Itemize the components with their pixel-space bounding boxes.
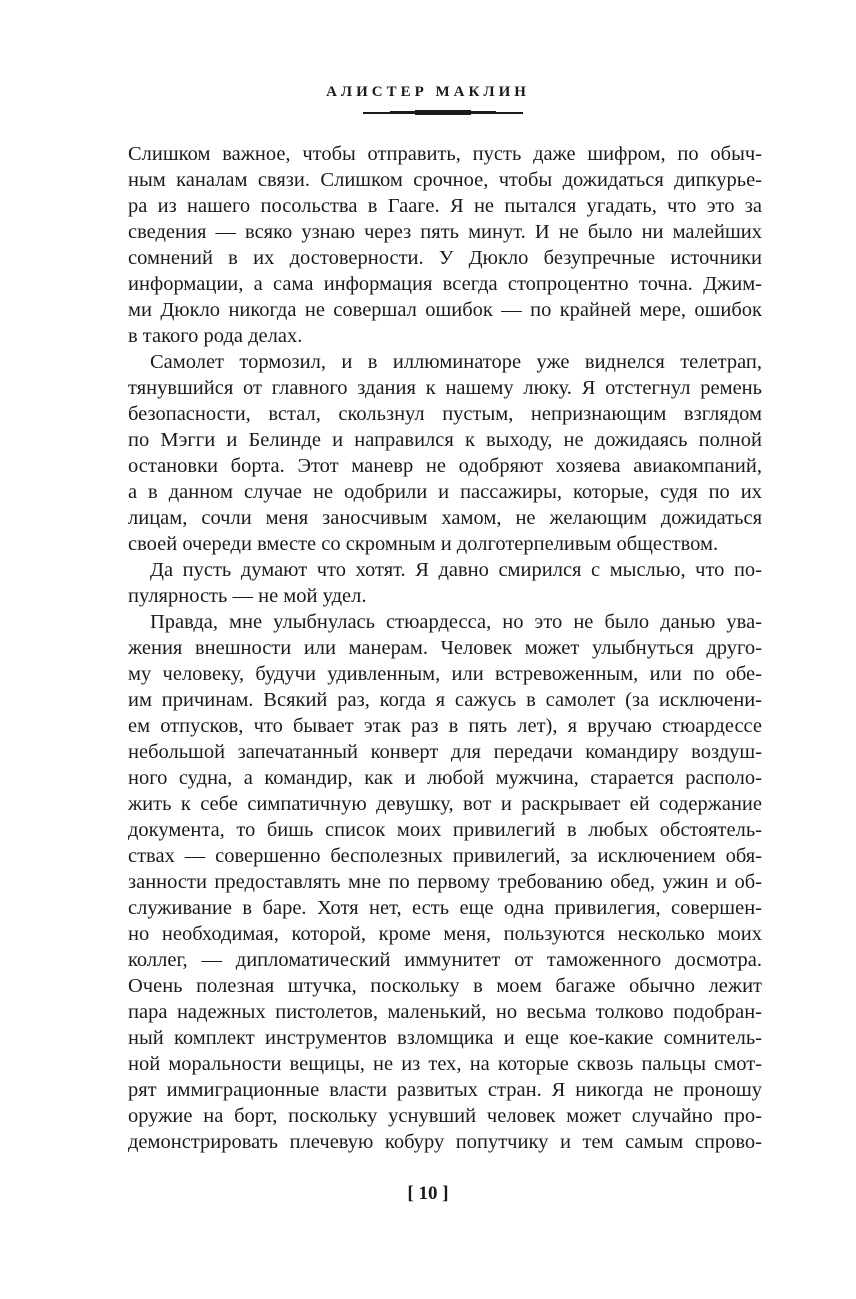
header-ornament-rule (363, 110, 523, 116)
text-line: а в данном случае не одобрили и пассажиры, которые, судя по их (128, 481, 762, 503)
text-line: ный комплект инструментов взломщика и еще кое-какие сомнитель- (128, 1027, 762, 1049)
text-line: ного судна, а командир, как и любой мужчина, старается располо- (128, 767, 762, 789)
text-line: остановки борта. Этот маневр не одобряют хозяева авиакомпаний, (128, 455, 762, 477)
text-line: сведения — всяко узнаю через пять минут. И не было ни малейших (128, 221, 762, 243)
text-line: пара надежных пистолетов, маленький, но весьма толково подобран- (128, 1001, 762, 1023)
text-line: жить к себе симпатичную девушку, вот и раскрывает ей содержание (128, 793, 762, 815)
text-line: Очень полезная штучка, поскольку в моем багаже обычно лежит (128, 975, 762, 997)
text-line: документа, то бишь список моих привилегий в любых обстоятель- (128, 819, 762, 841)
text-line: по Мэгги и Белинде и направился к выходу, не дожидаясь полной (128, 429, 762, 451)
text-line: в такого рода делах. (128, 325, 303, 347)
text-line: своей очереди вместе со скромным и долготерпеливым обществом. (128, 533, 719, 555)
text-line: ра из нашего посольства в Гааге. Я не пытался угадать, что это за (128, 195, 762, 217)
text-line: рят иммиграционные власти развитых стран. Я никогда не проношу (128, 1079, 762, 1101)
text-line: им причинам. Всякий раз, когда я сажусь в самолет (за исключени- (128, 689, 762, 711)
text-line: жения внешности или манерам. Человек может улыбнуться друго- (128, 637, 762, 659)
page-number: [ 10 ] (407, 1183, 449, 1204)
text-line: Да пусть думают что хотят. Я давно смирился с мыслью, что по- (150, 559, 762, 581)
text-line: му человеку, будучи удивленным, или встревоженным, или по обе- (128, 663, 762, 685)
text-line: Правда, мне улыбнулась стюардесса, но это не было данью ува- (150, 611, 762, 633)
text-line: Самолет тормозил, и в иллюминаторе уже виднелся телетрап, (150, 351, 762, 373)
text-line: ным каналам связи. Слишком срочное, чтобы дожидаться дипкурье- (128, 169, 762, 191)
running-header: АЛИСТЕР МАКЛИН (326, 84, 530, 100)
text-line: ем отпусков, что бывает этак раз в пять лет), я вручаю стюардессе (128, 715, 762, 737)
text-line: тянувшийся от главного здания к нашему люку. Я отстегнул ремень (128, 377, 762, 399)
text-line: ствах — совершенно бесполезных привилегий, за исключением обя- (128, 845, 762, 867)
text-line: сомнений в их достоверности. У Дюкло безупречные источники (128, 247, 762, 269)
text-line: оружие на борт, поскольку уснувший человек может случайно про- (128, 1105, 762, 1127)
text-line: информации, а сама информация всегда стопроцентно точна. Джим- (128, 273, 762, 295)
text-line: ной моральности вещицы, не из тех, на которые сквозь пальцы смот- (128, 1053, 762, 1075)
body-text (128, 141, 762, 1155)
text-line: безопасности, встал, скользнул пустым, непризнающим взглядом (128, 403, 762, 425)
text-line: ми Дюкло никогда не совершал ошибок — по крайней мере, ошибок (128, 299, 762, 321)
text-line: демонстрировать плечевую кобуру попутчику и тем самым спрово- (128, 1131, 762, 1153)
text-line: пулярность — не мой удел. (128, 585, 367, 607)
text-line: служивание в баре. Хотя нет, есть еще одна привилегия, совершен- (128, 897, 762, 919)
text-line: лицам, сочли меня заносчивым хамом, не желающим дожидаться (128, 507, 762, 529)
text-line: Слишком важное, чтобы отправить, пусть даже шифром, по обыч- (128, 143, 762, 165)
text-line: занности предоставлять мне по первому требованию обед, ужин и об- (128, 871, 762, 893)
text-line: небольшой запечатанный конверт для передачи командиру воздуш- (128, 741, 762, 763)
text-line: но необходимая, которой, кроме меня, пользуются несколько моих (128, 923, 762, 945)
text-line: коллег, — дипломатический иммунитет от таможенного досмотра. (128, 949, 762, 971)
